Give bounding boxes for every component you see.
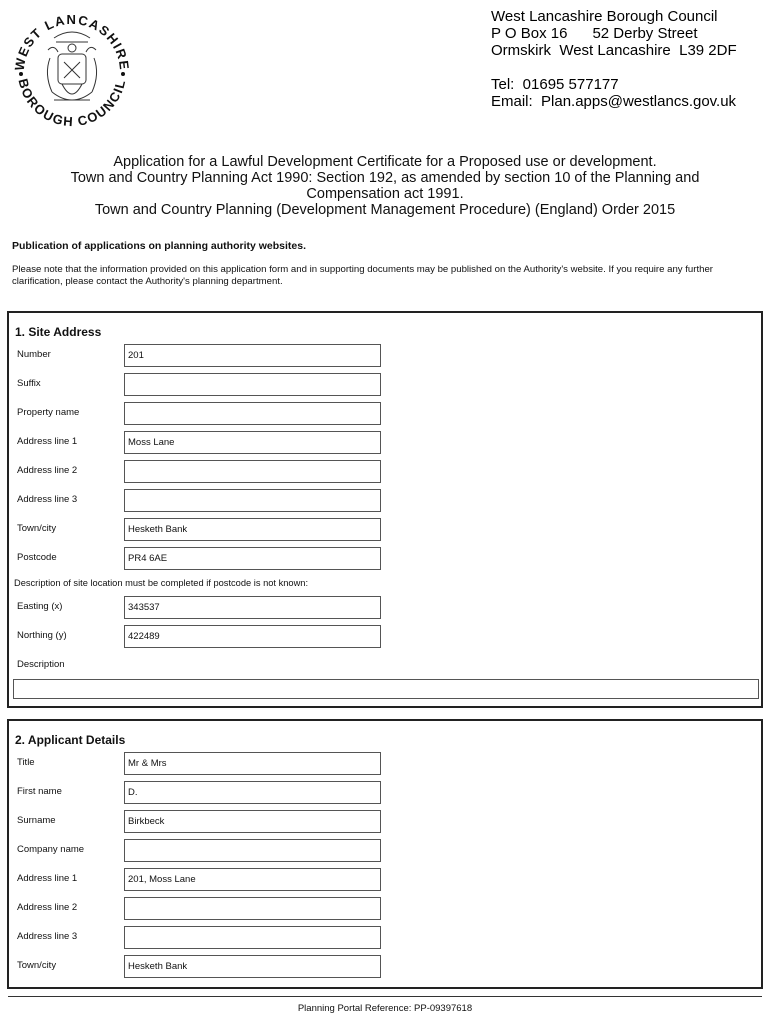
applicant-address-line2-label: Address line 2 — [17, 902, 78, 913]
planning-portal-reference: Planning Portal Reference: PP-09397618 — [297, 1003, 473, 1014]
publication-heading: Publication of applications on planning authority websites. — [12, 240, 307, 252]
form-title-line4: Town and Country Planning (Development Management Procedure) (England) Order 2015 — [94, 202, 676, 218]
site-address-line1-field[interactable]: Moss Lane — [124, 431, 381, 454]
site-address-line2-label: Address line 2 — [17, 465, 78, 476]
northing-field[interactable]: 422489 — [124, 625, 381, 648]
site-address-line1-label: Address line 1 — [17, 436, 78, 447]
site-town-label: Town/city — [17, 523, 57, 534]
applicant-title-label: Title — [17, 757, 35, 768]
site-address-line3-label: Address line 3 — [17, 494, 78, 505]
site-address-title: 1. Site Address — [15, 325, 102, 339]
company-name-field[interactable] — [124, 839, 381, 862]
easting-label: Easting (x) — [17, 601, 63, 612]
easting-field[interactable]: 343537 — [124, 596, 381, 619]
site-location-note: Description of site location must be completed if postcode is not known: — [14, 578, 309, 588]
company-name-label: Company name — [17, 844, 85, 855]
svg-text:BOROUGH COUNCIL — [15, 77, 128, 129]
applicant-details-section — [7, 719, 763, 989]
site-town-field[interactable]: Hesketh Bank — [124, 518, 381, 541]
site-postcode-label: Postcode — [17, 552, 57, 563]
form-title-line3: Compensation act 1991. — [306, 186, 464, 202]
description-label: Description — [17, 659, 65, 670]
applicant-address-line1-label: Address line 1 — [17, 873, 78, 884]
suffix-label: Suffix — [17, 378, 41, 389]
footer-divider — [8, 996, 762, 997]
form-title-line2: Town and Country Planning Act 1990: Section 192, as amended by section 10 of the Planning and — [70, 170, 700, 186]
council-seal-logo — [8, 8, 136, 136]
site-address-section — [7, 311, 763, 708]
applicant-address-line3-field[interactable] — [124, 926, 381, 949]
first-name-field[interactable]: D. — [124, 781, 381, 804]
form-title-block — [20, 154, 750, 218]
first-name-label: First name — [17, 786, 62, 797]
site-address-line3-field[interactable] — [124, 489, 381, 512]
council-contact-block — [491, 8, 737, 110]
property-name-label: Property name — [17, 407, 80, 418]
site-property-name-field[interactable] — [124, 402, 381, 425]
seal-text-bottom: BOROUGH COUNCIL — [15, 77, 129, 130]
council-address-line2: Ormskirk West Lancashire L39 2DF — [491, 42, 737, 59]
applicant-town-field[interactable]: Hesketh Bank — [124, 955, 381, 978]
applicant-title-field[interactable]: Mr & Mrs — [124, 752, 381, 775]
publication-notice: Please note that the information provided on this application form and in supporting documents may be published on the Authority's website. If you require any further clarification, please contact the Authority's planning department. — [12, 264, 713, 287]
council-email: Email: Plan.apps@westlancs.gov.uk — [491, 93, 737, 110]
applicant-details-title: 2. Applicant Details — [15, 733, 126, 747]
site-suffix-field[interactable] — [124, 373, 381, 396]
site-address-line2-field[interactable] — [124, 460, 381, 483]
applicant-address-line2-field[interactable] — [124, 897, 381, 920]
seal-text-top: WEST LANCASHIRE — [11, 11, 133, 72]
site-postcode-field[interactable]: PR4 6AE — [124, 547, 381, 570]
applicant-address-line3-label: Address line 3 — [17, 931, 78, 942]
council-address-line1: P O Box 16 52 Derby Street — [491, 25, 698, 42]
form-title-line1: Application for a Lawful Development Certificate for a Proposed use or development. — [113, 154, 657, 170]
council-telephone: Tel: 01695 577177 — [491, 76, 619, 93]
number-label: Number — [17, 349, 51, 360]
applicant-town-label: Town/city — [17, 960, 57, 971]
site-description-field[interactable] — [13, 679, 759, 699]
applicant-address-line1-field[interactable]: 201, Moss Lane — [124, 868, 381, 891]
northing-label: Northing (y) — [17, 630, 67, 641]
surname-label: Surname — [17, 815, 56, 826]
surname-field[interactable]: Birkbeck — [124, 810, 381, 833]
council-name: West Lancashire Borough Council — [491, 8, 718, 25]
site-number-field[interactable]: 201 — [124, 344, 381, 367]
